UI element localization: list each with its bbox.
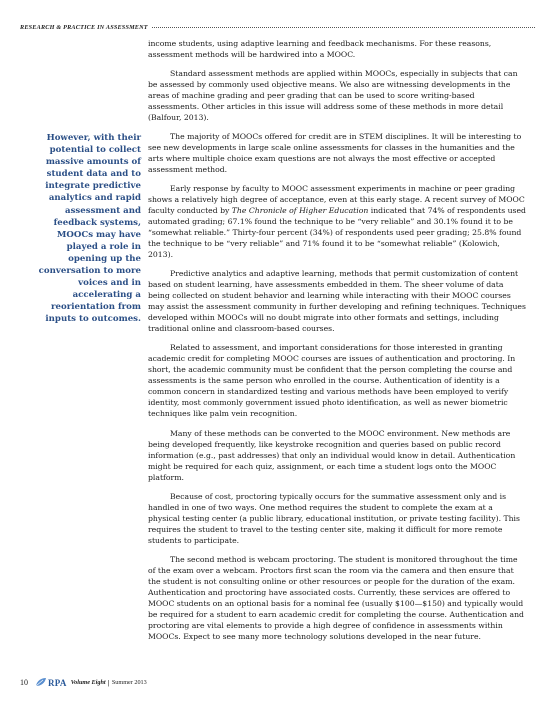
paragraph: [148, 183, 526, 260]
page-number: 10: [20, 678, 28, 687]
header-dotted-rule: [152, 27, 535, 28]
paragraph: The majority of MOOCs offered for credit are in STEM disciplines. It will be interesting to see new developments in large scale online assessments for classes in the humanities and the arts where multiple choice exam questions are not always the most effective or accepted assessment method.: [148, 132, 522, 175]
paragraph: Related to assessment, and important considerations for those interested in granting academic credit for completing MOOC courses are issues of authentication and proctoring. In short, the academic community must be confident that the person completing the course and assessments is the same person who enrolled in the course. Authentication of identity is a common concern in standardized testing and various methods have been employed to verify identity, most commonly government issued photo identification, as well as newer biometric techniques like palm vein recognition.: [148, 343, 516, 419]
page-footer: [20, 677, 147, 688]
running-head: [20, 24, 535, 31]
leaf-icon: [35, 677, 47, 688]
paragraph: Standard assessment methods are applied within MOOCs, especially in subjects that can be assessed by commonly used objective means. We also are witnessing developments in the areas of machine grading and peer grading that can be used to score writing-based assessments. Other articles in this issue will address some of these methods in more detail (Balfour, 2013).: [148, 69, 518, 123]
rpa-logo: [35, 677, 67, 688]
pull-quote: However, with their potential to collect massive amounts of student data and to integrate predictive analytics and rapid assessment and feedback systems, MOOCs may have played a role in opening up the conversation to more voices and in accelerating a reorientation from inputs to outcomes.: [38, 133, 141, 325]
footer-separator: |: [107, 678, 110, 687]
publication-title: The Chronicle of Higher Education: [231, 206, 369, 216]
logo-text: RPA: [48, 677, 67, 688]
paragraph: Because of cost, proctoring typically occurs for the summative assessment only and is handled in one of two ways. One method requires the student to complete the exam at a physical testing center (a public library, educational institution, or private testing facility). This requires the student to travel to the testing center site, making it difficult for more remote students to participate.: [148, 491, 520, 545]
section-label: RESEARCH & PRACTICE IN ASSESSMENT: [20, 24, 148, 31]
paragraph: Predictive analytics and adaptive learning, methods that permit customization of content based on student learning, have assessments embedded in them. The sheer volume of data being collected on student behavior and learning while interacting with their MOOC courses may assist the assessment community in further developing and refining techniques. Techniques developed within MOOCs will no doubt migrate into other formats and settings, including traditional online and classroom-based courses.: [148, 269, 526, 334]
paragraph: The second method is webcam proctoring. The student is monitored throughout the time of the exam over a webcam. Proctors first scan the room via the camera and then ensure that the student is not consulting online or other resources or people for the duration of the exam. Authentication and proctoring have associated costs. Currently, these services are offered to MOOC students on an optional basis for a nominal fee (usually $100—$150) and typically would be required for a student to earn academic credit for completing the course. Authentication and proctoring are vital elements to provide a high degree of confidence in assessments within MOOCs. Expect to see many more technology solutions developed in the near future.: [148, 554, 524, 641]
paragraph-text: Early response by faculty to MOOC assessment experiments in machine or peer grading shows a relatively high degree of acceptance, even at this early stage. A recent survey of MOOC faculty conducted by: [148, 184, 525, 216]
paragraph-text: indicated that 74% of respondents used automated grading; 67.1% found the technique to be “very reliable” and 30.1% found it to be “somewhat reliable.” Thirty-four percent (34%) of respondents used peer grading; 25.8% found the technique to be “very reliable” and 71% found it to be “somewhat reliable” (Kolowich, 2013).: [148, 206, 526, 260]
article-body: [148, 38, 526, 650]
volume-label: Volume Eight: [70, 679, 106, 686]
paragraph: Many of these methods can be converted to the MOOC environment. New methods are being developed frequently, like keystroke recognition and queries based on public record information (e.g., past addresses) that only an individual would know in detail. Authentication might be required for each quiz, assignment, or each time a student logs onto the MOOC platform.: [148, 428, 516, 482]
paragraph: income students, using adaptive learning and feedback mechanisms. For these reasons, assessment methods will be hardwired into a MOOC.: [148, 39, 492, 59]
issue-date: Summer 2013: [111, 679, 147, 686]
